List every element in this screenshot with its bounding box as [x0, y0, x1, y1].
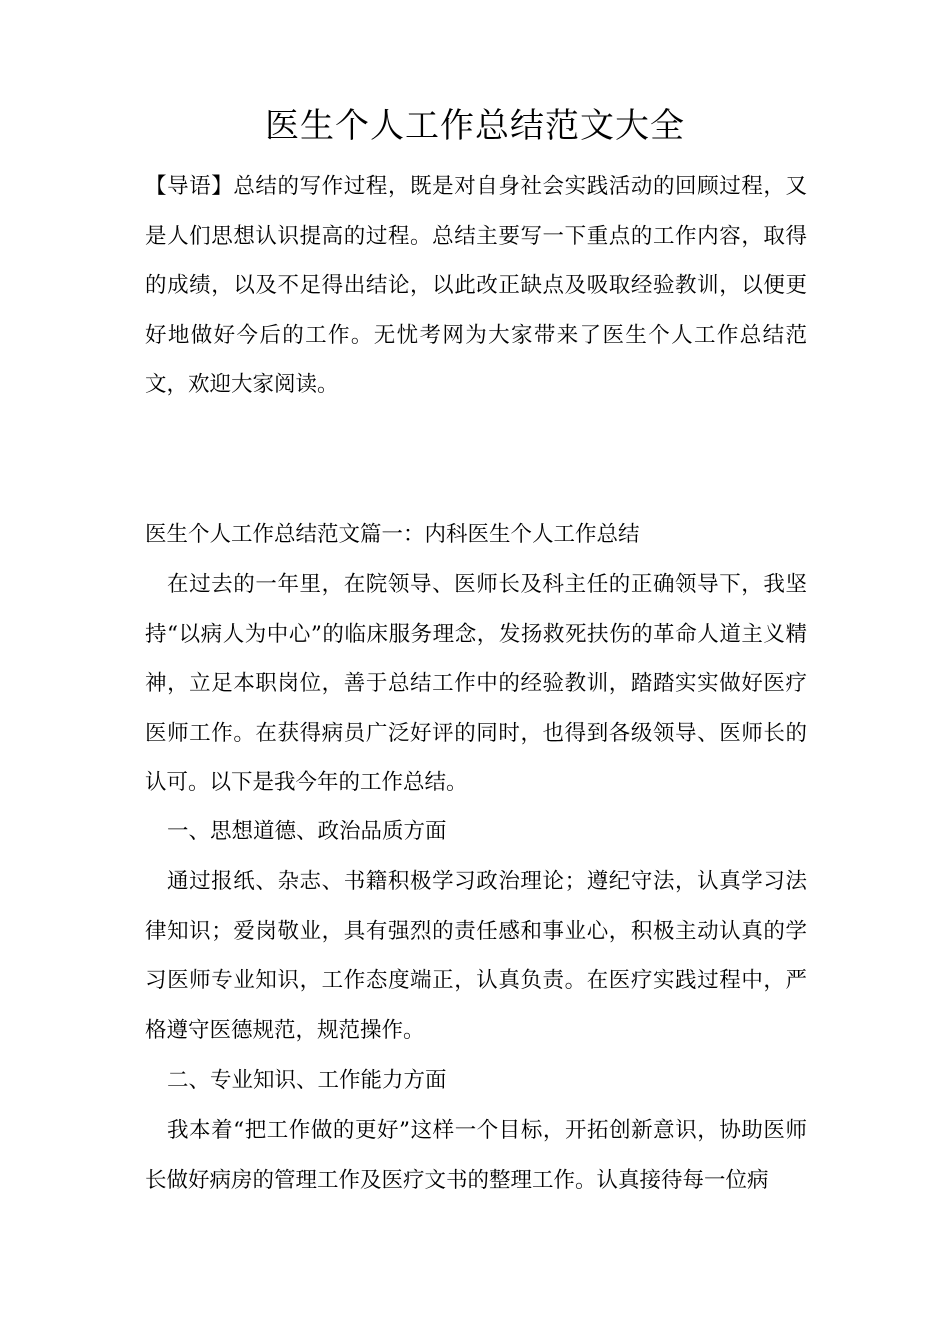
subheading-2: 二、专业知识、工作能力方面: [167, 1068, 447, 1093]
body-paragraph-1: 在过去的一年里，在院领导、医师长及科主任的正确领导下，我坚持“以病人为中心”的临床服务理念，发扬救死扶伤的革命人道主义精神，立足本职岗位，善于总结工作中的经验教训，踏踏实实做好医疗医师工作。在获得病员广泛好评的同时，也得到各级领导、医师长的认可。以下是我今年的工作总结。: [145, 572, 807, 795]
intro-paragraph: 【导语】总结的写作过程，既是对自身社会实践活动的回顾过程，又是人们思想认识提高的过程。总结主要写一下重点的工作内容，取得的成绩，以及不足得出结论，以此改正缺点及吸取经验教训，以便更好地做好今后的工作。无忧考网为大家带来了医生个人工作总结范文，欢迎大家阅读。: [145, 174, 807, 397]
subheading-1: 一、思想道德、政治品质方面: [167, 819, 447, 844]
document-title: 医生个人工作总结范文大全: [265, 106, 685, 146]
body-paragraph-2: 通过报纸、杂志、书籍积极学习政治理论；遵纪守法，认真学习法律知识；爱岗敬业，具有强烈的责任感和事业心，积极主动认真的学习医师专业知识，工作态度端正，认真负责。在医疗实践过程中，严格遵守医德规范，规范操作。: [145, 869, 807, 1043]
section-heading: 医生个人工作总结范文篇一：内科医生个人工作总结: [145, 522, 640, 547]
body-paragraph-3: 我本着“把工作做的更好”这样一个目标，开拓创新意识，协助医师长做好病房的管理工作及医疗文书的整理工作。认真接待每一位病: [145, 1118, 807, 1193]
